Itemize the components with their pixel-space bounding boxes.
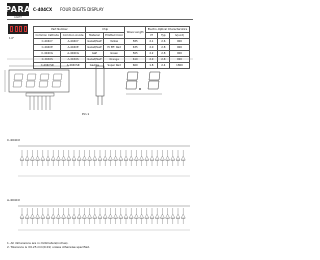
- spec-sub-anode: Common Anode: [62, 34, 84, 37]
- circuit-label-1: C-404CX: [7, 138, 21, 142]
- logo-text: PARA: [5, 5, 31, 14]
- table-row: C-404CG A-404CG GaP Green 565 2.2 2.8 900: [34, 51, 190, 57]
- diode-symbol: [171, 208, 175, 224]
- diode-symbol: [124, 208, 128, 224]
- diode-symbol: [103, 150, 107, 166]
- diode-symbol: [77, 150, 81, 166]
- diode-symbol: [119, 208, 123, 224]
- diode-symbol: [51, 208, 55, 224]
- diode-symbol: [119, 150, 123, 166]
- part-number: C-404CX: [33, 7, 53, 12]
- diode-symbol: [93, 208, 97, 224]
- diode-array-1: [20, 150, 185, 166]
- diode-symbol: [36, 150, 40, 166]
- diode-symbol: [150, 208, 154, 224]
- diode-symbol: [181, 208, 185, 224]
- notes: [7, 242, 90, 249]
- note-1: 1. All dimensions are in millimeters(inches).: [7, 241, 69, 245]
- diode-symbol: [88, 208, 92, 224]
- diode-symbol: [108, 150, 112, 166]
- spec-header-chip: Chip: [85, 27, 124, 33]
- thumbnail-label: 1.0": [9, 37, 15, 40]
- diode-symbol: [88, 150, 92, 166]
- diode-symbol: [103, 208, 107, 224]
- circuit-label-2: A-404CX: [7, 198, 20, 202]
- diode-symbol: [72, 150, 76, 166]
- diode-symbol: [67, 150, 71, 166]
- diode-symbol: [41, 208, 45, 224]
- diode-symbol: [67, 208, 71, 224]
- diode-symbol: [166, 208, 170, 224]
- diode-symbol: [160, 150, 164, 166]
- note-2: 2. Tolerance is ±0.25 mm(0.01) unless otherwise specified.: [7, 244, 90, 249]
- spec-sub-typ: Typ: [157, 33, 169, 39]
- spec-sub-iv: Iv(ucd): [169, 33, 189, 39]
- diode-symbol: [20, 150, 24, 166]
- diode-symbol: [25, 208, 29, 224]
- diode-symbol: [108, 208, 112, 224]
- table-row: C-404CY A-404CY GaAsP/GaP Yellow 585 2.1 2.6 900: [34, 39, 190, 45]
- spec-header-wave: Wave Length: [125, 27, 146, 39]
- diode-symbol: [129, 208, 133, 224]
- diode-symbol: [129, 150, 133, 166]
- pin-row: [26, 93, 54, 110]
- diode-symbol: [114, 150, 118, 166]
- diode-symbol: [176, 150, 180, 166]
- diode-symbol: [171, 150, 175, 166]
- diode-symbol: [46, 150, 50, 166]
- diode-symbol: [30, 150, 34, 166]
- spec-sub-cathode: Common Cathode: [35, 34, 59, 37]
- diode-array-2: [20, 208, 185, 224]
- logo-subtitle: LIGHT: [14, 16, 22, 19]
- diode-symbol: [62, 150, 66, 166]
- diode-symbol: [155, 150, 159, 166]
- spec-sub-material: Material: [85, 33, 103, 39]
- diode-symbol: [82, 150, 86, 166]
- diode-symbol: [140, 150, 144, 166]
- spec-header-part: Part Number: [34, 27, 86, 33]
- side-view: [96, 66, 104, 105]
- diode-symbol: [166, 150, 170, 166]
- diode-symbol: [145, 208, 149, 224]
- diode-symbol: [124, 150, 128, 166]
- table-row: C-404CS A-404CS GaAsP/GaP Orange 610 2.0 2.8 900: [34, 57, 190, 63]
- diode-symbol: [51, 150, 55, 166]
- diode-symbol: [77, 208, 81, 224]
- diode-symbol: [176, 208, 180, 224]
- digit-detail: [126, 72, 162, 94]
- table-row: C-404CSR A-404CSR GaAlAs Super Red 660 1.8 2.4 1800: [34, 63, 190, 69]
- diode-symbol: [114, 208, 118, 224]
- diode-symbol: [134, 208, 138, 224]
- diode-symbol: [41, 150, 45, 166]
- diode-symbol: [160, 208, 164, 224]
- diode-symbol: [25, 150, 29, 166]
- diode-symbol: [72, 208, 76, 224]
- diode-symbol: [93, 150, 97, 166]
- diode-symbol: [145, 150, 149, 166]
- table-row: C-404CE A-404CE GaAsP/GaP Hi Eff. Red 635 2.0 2.8 900: [34, 45, 190, 51]
- diode-symbol: [56, 208, 60, 224]
- diode-symbol: [36, 208, 40, 224]
- diode-symbol: [181, 150, 185, 166]
- front-view: [5, 66, 69, 92]
- circuit-diagram-1: [18, 146, 190, 176]
- diode-symbol: [56, 150, 60, 166]
- diode-symbol: [30, 208, 34, 224]
- product-title: FOUR DIGITS DISPLAY: [60, 7, 104, 12]
- diode-symbol: [140, 208, 144, 224]
- spec-sub-vf: Vf: [145, 33, 157, 39]
- diode-symbol: [20, 208, 24, 224]
- diode-symbol: [155, 208, 159, 224]
- diode-symbol: [98, 150, 102, 166]
- pin-label: Pin 1: [82, 112, 90, 116]
- diode-symbol: [62, 208, 66, 224]
- diode-symbol: [46, 208, 50, 224]
- spec-header-eoc: Electro-Optical Characteristics: [145, 27, 189, 33]
- diode-symbol: [134, 150, 138, 166]
- diode-symbol: [98, 208, 102, 224]
- diode-symbol: [82, 208, 86, 224]
- diode-symbol: [150, 150, 154, 166]
- spec-sub-color: Emitted Color: [105, 34, 124, 37]
